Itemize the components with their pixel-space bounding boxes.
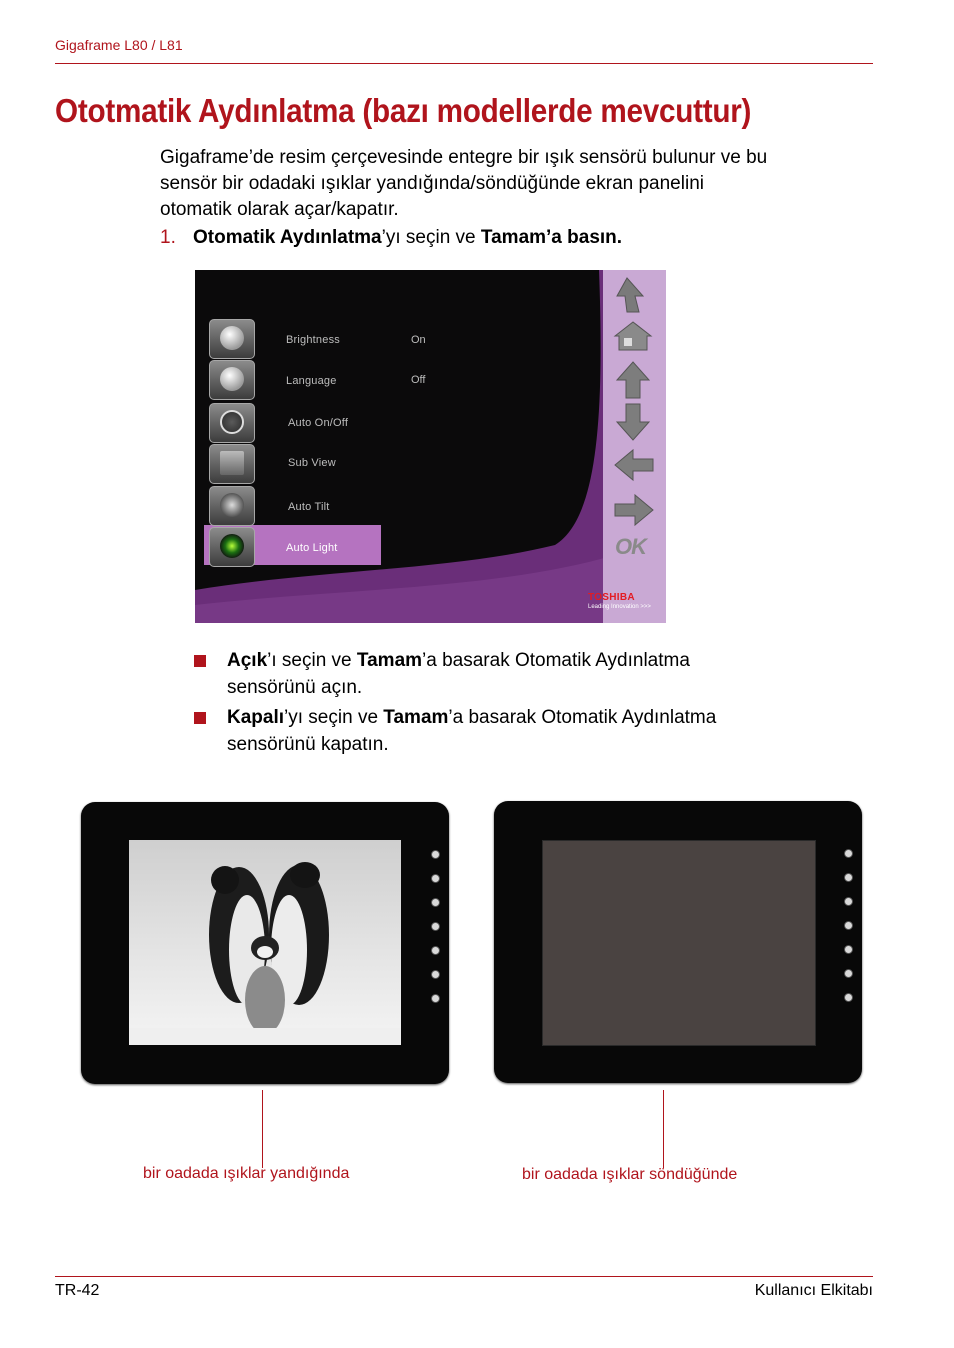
caption-lights-off: bir oadada ışıklar söndüğünde [522, 1166, 738, 1183]
bullet-text: sensörünü açın. [227, 677, 363, 698]
frame-button[interactable] [431, 874, 440, 883]
dark-screen [542, 840, 816, 1046]
step-bold-action: Tamam’a basın. [480, 227, 623, 248]
intro-line: sensör bir odadaki ışıklar yandığında/söndüğünde ekran panelini [160, 173, 704, 194]
bullet-square-icon [194, 712, 206, 724]
caption-lights-on: bir oadada ışıklar yandığında [143, 1165, 350, 1182]
auto-light-menu-screenshot [195, 270, 666, 623]
frame-button[interactable] [431, 994, 440, 1003]
intro-line: otomatik olarak açar/kapatır. [160, 199, 399, 220]
menu-background [195, 270, 666, 623]
menu-value-off: Off [411, 374, 426, 386]
page-number: TR-42 [55, 1282, 100, 1299]
running-header: Gigaframe L80 / L81 [55, 37, 183, 53]
menu-item-brightness[interactable]: Brightness [286, 334, 340, 346]
left-arrow-icon[interactable] [615, 450, 653, 480]
back-arrow-icon[interactable] [617, 278, 643, 312]
menu-item-language[interactable]: Language [286, 375, 337, 387]
header-rule [55, 63, 873, 64]
menu-value-on: On [411, 334, 426, 346]
frame-button[interactable] [431, 850, 440, 859]
menu-item-auto-tilt[interactable]: Auto Tilt [288, 501, 330, 513]
frame-button[interactable] [431, 946, 440, 955]
section-title: Ototmatik Aydınlatma (bazı modellerde mevcuttur) [55, 92, 752, 129]
step-bold-term: Otomatik Aydınlatma [193, 227, 382, 248]
callout-line-on [262, 1090, 263, 1168]
power-icon[interactable] [209, 403, 255, 443]
manual-name: Kullanıcı Elkitabı [754, 1282, 873, 1299]
frame-button[interactable] [844, 897, 853, 906]
intro-paragraph [160, 145, 880, 223]
frame-button[interactable] [431, 898, 440, 907]
bullet-text: ’ı seçin ve [267, 650, 357, 671]
photo-frame-lights-on [81, 802, 449, 1084]
language-globe-icon[interactable] [209, 360, 255, 400]
bullet-bold-term: Tamam [383, 707, 449, 728]
frame-button[interactable] [844, 993, 853, 1002]
bullet-text: sensörünü kapatın. [227, 734, 389, 755]
home-icon[interactable] [615, 322, 651, 350]
frame-button[interactable] [844, 873, 853, 882]
bullet-bold-term: Açık [227, 650, 268, 671]
step-number: 1. [160, 227, 176, 248]
bullet-text: ’a basarak Otomatik Aydınlatma [422, 650, 690, 671]
photo-frame-lights-off [494, 801, 862, 1083]
intro-line: Gigaframe’de resim çerçevesinde entegre bir ışık sensörü bulunur ve bu [160, 147, 768, 168]
bullet-text: ’yı seçin ve [284, 707, 384, 728]
auto-light-icon[interactable] [209, 527, 255, 567]
frame-button[interactable] [844, 849, 853, 858]
nav-arrow-panel [601, 270, 666, 623]
bullet-square-icon [194, 655, 206, 667]
step-text: ’yı seçin ve [381, 227, 481, 248]
right-arrow-icon[interactable] [615, 495, 653, 525]
frame-button[interactable] [844, 921, 853, 930]
auto-tilt-icon[interactable] [209, 486, 255, 526]
frame-button[interactable] [431, 970, 440, 979]
brightness-icon[interactable] [209, 319, 255, 359]
bullet-bold-term: Tamam [356, 650, 423, 671]
menu-item-sub-view[interactable]: Sub View [288, 457, 336, 469]
step-1 [160, 227, 622, 249]
penguin-photo [129, 840, 401, 1045]
menu-item-auto-light[interactable]: Auto Light [286, 542, 338, 554]
ok-button[interactable]: OK [615, 534, 646, 559]
down-arrow-icon[interactable] [617, 404, 649, 440]
brand-logo: TOSHIBA [588, 592, 635, 603]
bullet-bold-term: Kapalı [227, 707, 285, 728]
menu-item-auto-on-off[interactable]: Auto On/Off [288, 417, 349, 429]
bullet-text: ’a basarak Otomatik Aydınlatma [448, 707, 717, 728]
footer-rule [55, 1276, 873, 1277]
up-arrow-icon[interactable] [617, 362, 649, 398]
sub-view-icon[interactable] [209, 444, 255, 484]
frame-button[interactable] [844, 969, 853, 978]
callout-line-off [663, 1090, 664, 1168]
frame-button[interactable] [844, 945, 853, 954]
brand-tagline: Leading Innovation >>> [588, 604, 651, 610]
frame-button[interactable] [431, 922, 440, 931]
